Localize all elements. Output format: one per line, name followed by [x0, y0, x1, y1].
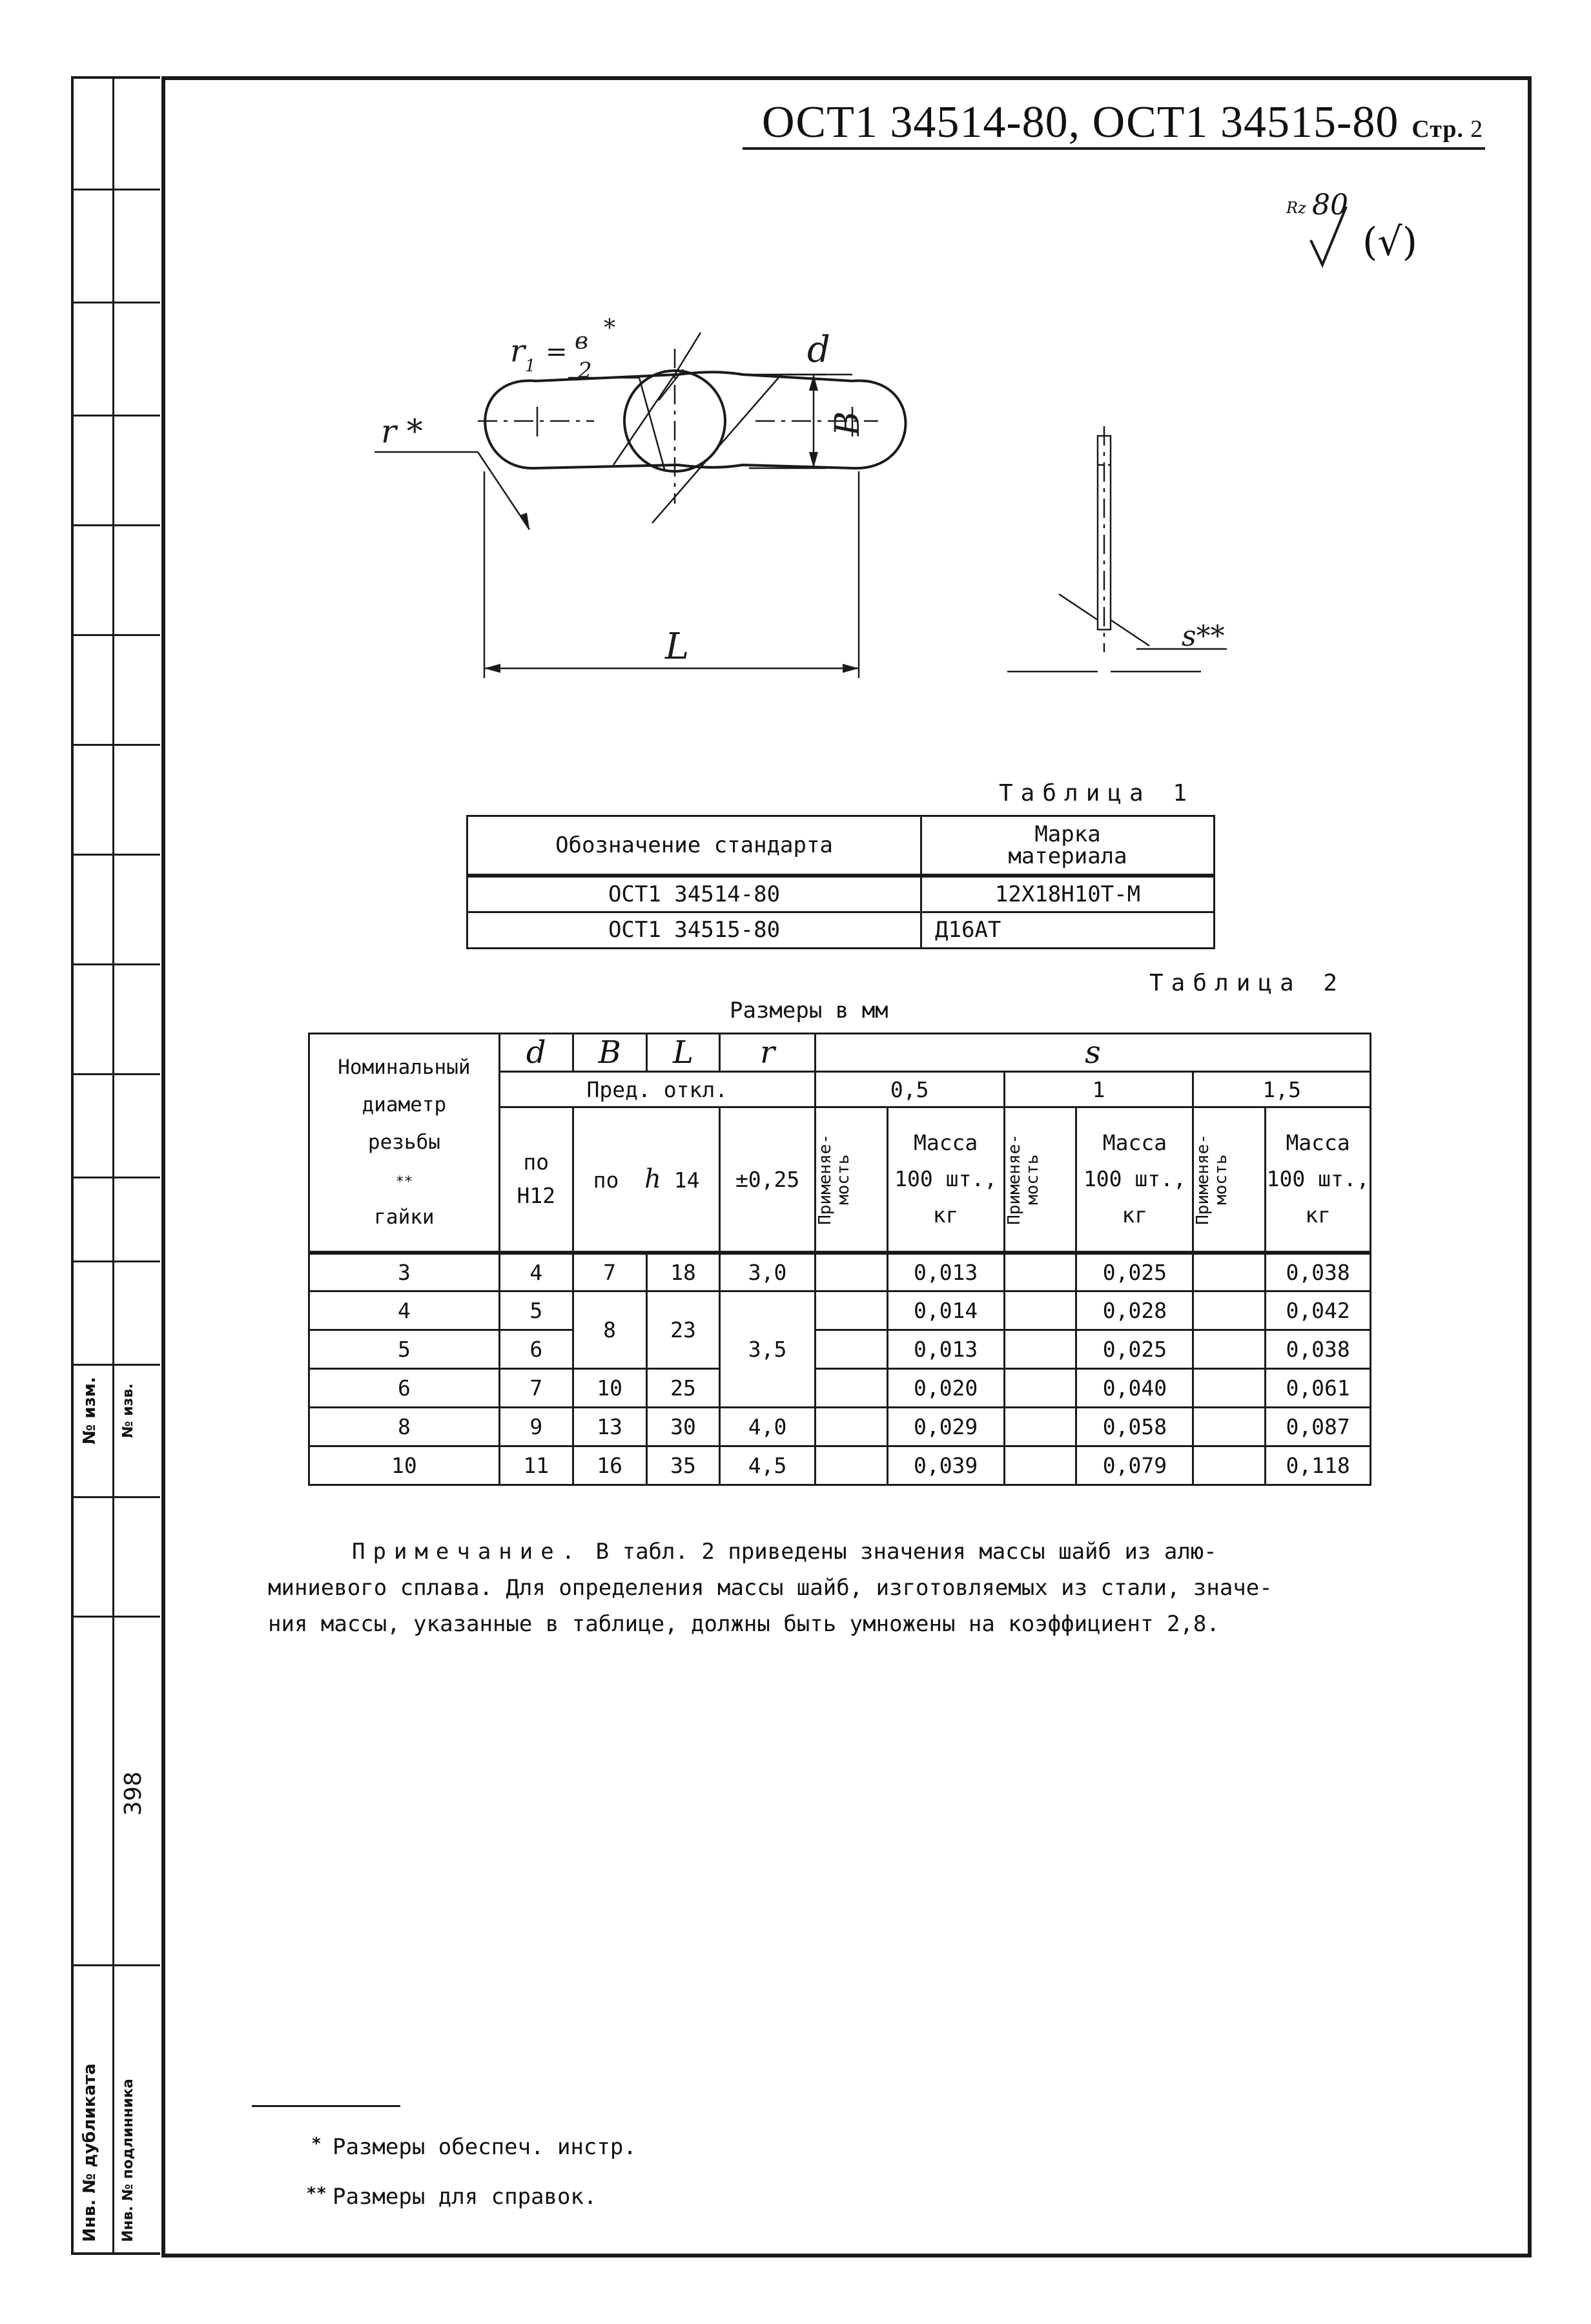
l-cell: 25 — [646, 1369, 720, 1408]
table-header-row — [309, 1034, 1371, 1072]
apply-text: мость — [1211, 1154, 1231, 1205]
apply-label — [1005, 1134, 1042, 1225]
mass-header — [887, 1107, 1004, 1253]
page-number: 2 — [1470, 116, 1484, 143]
apply-cell — [1193, 1446, 1266, 1485]
nom-cell: 5 — [309, 1330, 500, 1369]
mass-cell: 0,014 — [887, 1291, 1004, 1330]
mass-cell: 0,058 — [1076, 1408, 1193, 1446]
apply-text: мость — [833, 1154, 853, 1205]
dimensions-table — [308, 1033, 1371, 1486]
l-cell: 18 — [646, 1253, 720, 1291]
apply-cell — [1193, 1253, 1266, 1291]
table-header-cell: Обозначение стандарта — [467, 816, 921, 876]
footnote — [300, 2184, 597, 2210]
rz-value: 80 — [1312, 189, 1348, 221]
strip-line — [74, 189, 160, 190]
apply-text: Применяе- — [1004, 1133, 1024, 1225]
apply-header — [1193, 1107, 1266, 1253]
mass-cell: 0,029 — [887, 1408, 1004, 1446]
table1-caption: Таблица 1 — [999, 780, 1195, 807]
strip-line — [74, 1073, 160, 1075]
d-cell: 5 — [499, 1291, 573, 1330]
r1-eq: = — [546, 337, 568, 367]
symbol-r: r — [720, 1034, 815, 1072]
mass-cell: 0,020 — [887, 1369, 1004, 1408]
strip-line — [74, 634, 160, 636]
mass-text: Масса — [1286, 1130, 1350, 1156]
r-star-label: r * — [381, 413, 423, 450]
header-line: Марка — [1034, 821, 1101, 847]
strip-number: 398 — [120, 1771, 147, 1816]
d-cell: 11 — [499, 1446, 573, 1485]
material-table — [466, 815, 1215, 949]
podl-label: Инв. № подлинника — [120, 2079, 136, 2242]
d-cell: 6 — [499, 1330, 573, 1369]
tol-text: h — [644, 1164, 661, 1195]
mass-cell: 0,087 — [1266, 1408, 1371, 1446]
table-cell: ОСТ1 34515-80 — [467, 912, 921, 948]
header-line: Номинальный — [338, 1056, 471, 1080]
header-line: диаметр — [362, 1093, 447, 1117]
table-cell: 12Х18Н10Т-М — [921, 876, 1215, 912]
r-cell: 4,0 — [720, 1408, 815, 1446]
b-denom: 2 — [578, 358, 592, 384]
mass-cell: 0,038 — [1266, 1253, 1371, 1291]
apply-cell — [1004, 1291, 1076, 1330]
table-row — [309, 1291, 1371, 1330]
page-label: Стр. — [1411, 116, 1464, 143]
r1-sub: 1 — [525, 356, 536, 376]
izm-label: № изм. — [80, 1377, 99, 1445]
table2-caption: Таблица 2 — [1149, 970, 1346, 996]
header-underline — [743, 147, 1485, 150]
mass-text: Масса — [1102, 1130, 1167, 1156]
footnote-text: Размеры для справок. — [333, 2184, 597, 2210]
footnote-rule — [252, 2105, 400, 2107]
mass-cell: 0,025 — [1076, 1330, 1193, 1369]
footnote-text: Размеры обеспеч. инстр. — [333, 2134, 637, 2160]
tol-r: ±0,25 — [720, 1107, 815, 1253]
table-cell: ОСТ1 34514-80 — [467, 876, 921, 912]
table-row — [309, 1369, 1371, 1408]
d-label: d — [807, 329, 830, 371]
mass-text: кг — [932, 1202, 959, 1228]
b-cell: 16 — [573, 1446, 646, 1485]
mass-header — [1076, 1107, 1193, 1253]
mass-cell: 0,061 — [1266, 1369, 1371, 1408]
mass-text: 100 шт., — [1083, 1166, 1186, 1192]
apply-header — [1004, 1107, 1076, 1253]
strip-line — [74, 1616, 160, 1618]
table-row — [309, 1253, 1371, 1291]
r-cell: 4,5 — [720, 1446, 815, 1485]
symbol-b: B — [573, 1034, 646, 1072]
table-row — [467, 876, 1215, 912]
header-line: ** — [395, 1174, 413, 1191]
b-cell: 7 — [573, 1253, 646, 1291]
symbol-s: s — [815, 1034, 1370, 1072]
rz-suffix: (√) — [1362, 220, 1418, 265]
mass-cell: 0,028 — [1076, 1291, 1193, 1330]
b-dim-label: B — [828, 411, 867, 436]
apply-cell — [1004, 1369, 1076, 1408]
strip-line — [74, 1260, 160, 1262]
tol-text: 14 — [673, 1167, 700, 1193]
nom-cell: 6 — [309, 1369, 500, 1408]
apply-header — [815, 1107, 887, 1253]
symbol-l: L — [646, 1034, 720, 1072]
izv-label: № изв. — [120, 1383, 136, 1438]
apply-label — [1194, 1134, 1230, 1225]
apply-cell — [815, 1408, 887, 1446]
l-label: L — [665, 626, 690, 668]
mass-cell: 0,038 — [1266, 1330, 1371, 1369]
dupl-label: Инв. № дубликата — [80, 2063, 99, 2242]
mass-text: Масса — [913, 1130, 978, 1156]
apply-cell — [815, 1446, 887, 1485]
apply-cell — [815, 1253, 887, 1291]
mass-cell: 0,042 — [1266, 1291, 1371, 1330]
header-line: материала — [1008, 843, 1127, 869]
mass-cell: 0,025 — [1076, 1253, 1193, 1291]
strip-line — [74, 744, 160, 746]
nom-cell: 8 — [309, 1408, 500, 1446]
mass-cell: 0,013 — [887, 1253, 1004, 1291]
b-num: в — [575, 328, 588, 355]
mass-cell: 0,013 — [887, 1330, 1004, 1369]
d-cell: 9 — [499, 1408, 573, 1446]
s-label: s** — [1182, 620, 1225, 653]
apply-cell — [1193, 1369, 1266, 1408]
b-star: * — [604, 315, 615, 342]
strip-line — [74, 1364, 160, 1366]
mass-text: 100 шт., — [1266, 1166, 1370, 1192]
apply-cell — [1004, 1253, 1076, 1291]
washer-drawing — [362, 310, 1304, 697]
strip-line — [74, 302, 160, 303]
table-row — [467, 912, 1215, 948]
l-cell: 23 — [646, 1291, 720, 1369]
note-paragraph — [268, 1534, 1417, 1642]
strip-line — [74, 854, 160, 856]
tol-text: Н12 — [517, 1183, 556, 1209]
footnote-mark: * — [311, 2134, 322, 2154]
mass-cell: 0,079 — [1076, 1446, 1193, 1485]
strip-line — [74, 1496, 160, 1498]
nom-cell: 4 — [309, 1291, 500, 1330]
tol-d — [499, 1107, 573, 1253]
note-line: В табл. 2 приведены значения массы шайб из алю- — [595, 1539, 1217, 1565]
tol-bl — [573, 1107, 720, 1253]
note-line: ния массы, указанные в таблице, должны быть умножены на коэффициент 2,8. — [268, 1611, 1220, 1637]
mass-cell: 0,040 — [1076, 1369, 1193, 1408]
s-value: 1,5 — [1193, 1072, 1371, 1107]
l-cell: 30 — [646, 1408, 720, 1446]
strip-divider — [112, 79, 114, 2252]
apply-text: Применяе- — [815, 1133, 835, 1225]
strip-line — [74, 524, 160, 526]
strip-line — [74, 1177, 160, 1178]
r-cell: 3,5 — [720, 1291, 815, 1408]
table2-units: Размеры в мм — [730, 998, 888, 1023]
symbol-d: d — [499, 1034, 573, 1072]
tol-text: по — [523, 1149, 549, 1175]
apply-cell — [1193, 1291, 1266, 1330]
mass-cell: 0,118 — [1266, 1446, 1371, 1485]
standard-title: ОСТ1 34514-80, ОСТ1 34515-80 — [762, 98, 1399, 147]
page-header — [762, 97, 1483, 149]
apply-cell — [815, 1330, 887, 1369]
strip-line — [74, 1964, 160, 1966]
table-row — [309, 1446, 1371, 1485]
table-header-cell — [921, 816, 1215, 876]
apply-text: мость — [1022, 1154, 1042, 1205]
footnote — [300, 2134, 637, 2160]
footnote-mark: ** — [306, 2184, 327, 2203]
table-header-row — [467, 816, 1215, 876]
s-value: 1 — [1004, 1072, 1193, 1107]
mass-cell: 0,039 — [887, 1446, 1004, 1485]
r1-label: r — [510, 333, 525, 369]
note-line: миниевого сплава. Для определения массы шайб, изготовляемых из стали, значе- — [268, 1575, 1273, 1601]
b-cell: 8 — [573, 1291, 646, 1369]
pred-otkl-header: Пред. откл. — [499, 1072, 815, 1107]
s-value: 0,5 — [815, 1072, 1004, 1107]
nominal-header — [309, 1034, 500, 1253]
header-line: гайки — [374, 1206, 435, 1229]
mass-text: 100 шт., — [894, 1166, 998, 1192]
apply-cell — [1004, 1446, 1076, 1485]
strip-line — [74, 415, 160, 416]
margin-strip — [71, 76, 160, 2255]
nom-cell: 10 — [309, 1446, 500, 1485]
l-cell: 35 — [646, 1446, 720, 1485]
mass-text: кг — [1122, 1202, 1148, 1228]
header-line: резьбы — [367, 1131, 440, 1155]
note-title: Примечание. — [352, 1539, 583, 1565]
rz-prefix: Rz — [1286, 199, 1306, 217]
apply-cell — [815, 1291, 887, 1330]
nom-cell: 3 — [309, 1253, 500, 1291]
mass-header — [1266, 1107, 1371, 1253]
apply-cell — [815, 1369, 887, 1408]
b-cell: 10 — [573, 1369, 646, 1408]
apply-label — [816, 1134, 852, 1225]
table-row — [309, 1408, 1371, 1446]
strip-line — [74, 963, 160, 965]
tol-text: по — [593, 1167, 619, 1193]
apply-cell — [1193, 1330, 1266, 1369]
r-cell: 3,0 — [720, 1253, 815, 1291]
apply-cell — [1004, 1330, 1076, 1369]
d-cell: 7 — [499, 1369, 573, 1408]
apply-cell — [1004, 1408, 1076, 1446]
mass-text: кг — [1305, 1202, 1331, 1228]
apply-text: Применяе- — [1193, 1133, 1213, 1225]
d-cell: 4 — [499, 1253, 573, 1291]
apply-cell — [1193, 1408, 1266, 1446]
table-cell: Д16АТ — [921, 912, 1215, 948]
b-cell: 13 — [573, 1408, 646, 1446]
table-row — [309, 1330, 1371, 1369]
